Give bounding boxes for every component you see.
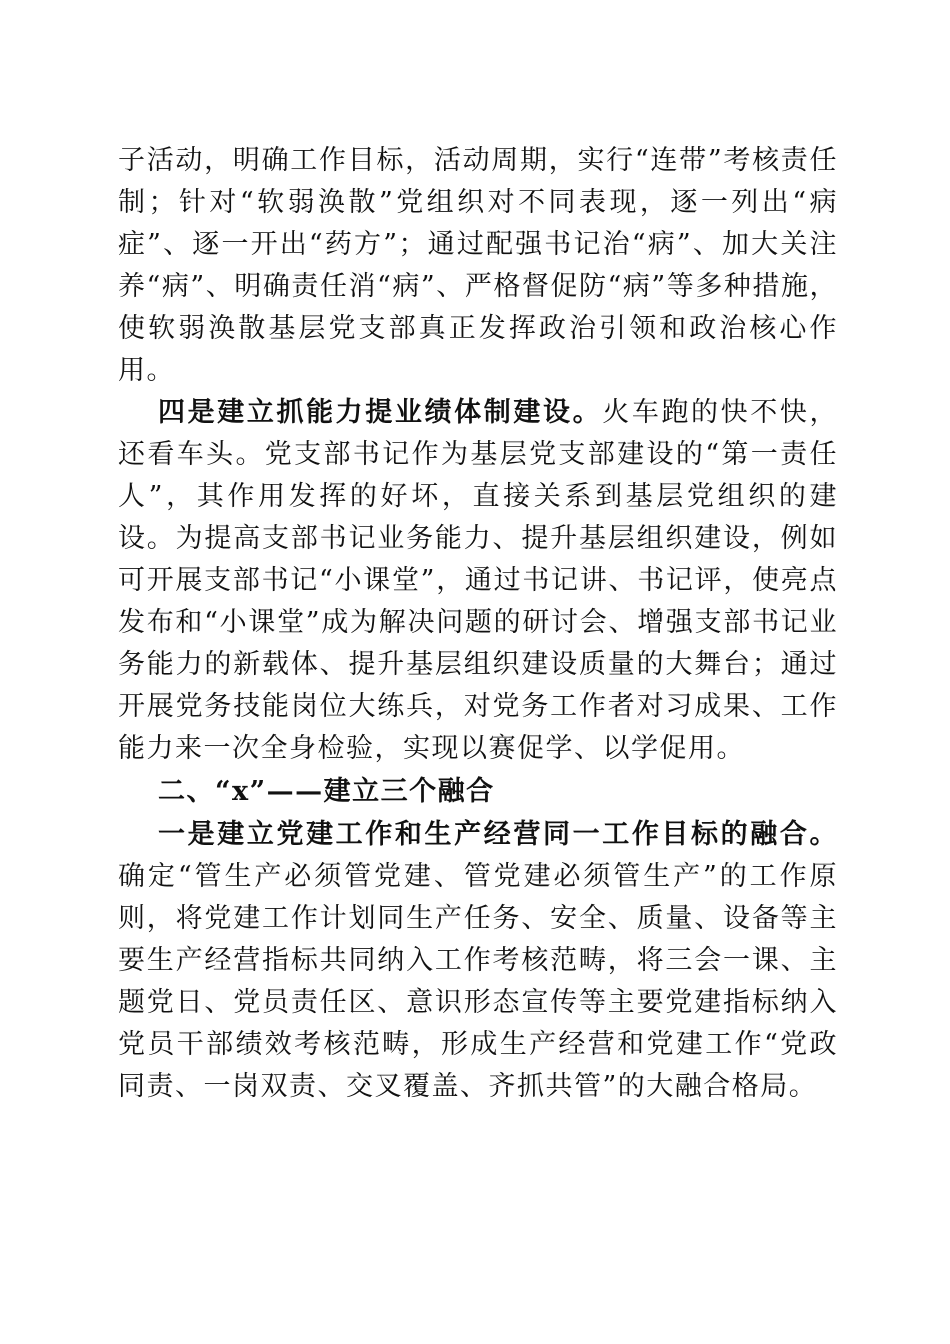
document-page [118, 140, 838, 1108]
paragraph-body: 火车跑的快不快，还看车头。党支部书记作为基层党支部建设的“第一责任人”，其作用发挥的好坏，直接关系到基层党组织的建设。为提高支部书记业务能力、提升基层组织建设，例如可开展支部书记“小课堂”，通过书记讲、书记评，使亮点发布和“小课堂”成为解决问题的研讨会、增强支部书记业务能力的新载体、提升基层组织建设质量的大舞台；通过开展党务技能岗位大练兵，对党务工作者对习成果、工作能力来一次全身检验，实现以赛促学、以学促用。 [118, 397, 839, 764]
section-heading: 二、“x”——建立三个融合 [158, 776, 495, 807]
paragraph-lead: 一是建立党建工作和生产经营同一工作目标的融合。 [158, 819, 838, 850]
paragraph-body: 确定“管生产必须管党建、管党建必须管生产”的工作原则，将党建工作计划同生产任务、安全、质量、设备等主要生产经营指标共同纳入工作考核范畴，将三会一课、主题党日、党员责任区、意识形态宣传等主要党建指标纳入党员干部绩效考核范畴，形成生产经营和党建工作“党政同责、一岗双责、交叉覆盖、齐抓共管”的大融合格局。 [118, 861, 838, 1102]
paragraph-lead: 四是建立抓能力提业绩体制建设。 [158, 397, 603, 428]
paragraph-point-four [118, 392, 838, 770]
paragraph-point-one [118, 814, 838, 1108]
paragraph-continuation: 子活动，明确工作目标，活动周期，实行“连带”考核责任制；针对“软弱涣散”党组织对不同表现，逐一列出“病症”、逐一开出“药方”；通过配强书记治“病”、加大关注养“病”、明确责任消“病”、严格督促防“病”等多种措施，使软弱涣散基层党支部真正发挥政治引领和政治核心作用。 [118, 145, 838, 386]
